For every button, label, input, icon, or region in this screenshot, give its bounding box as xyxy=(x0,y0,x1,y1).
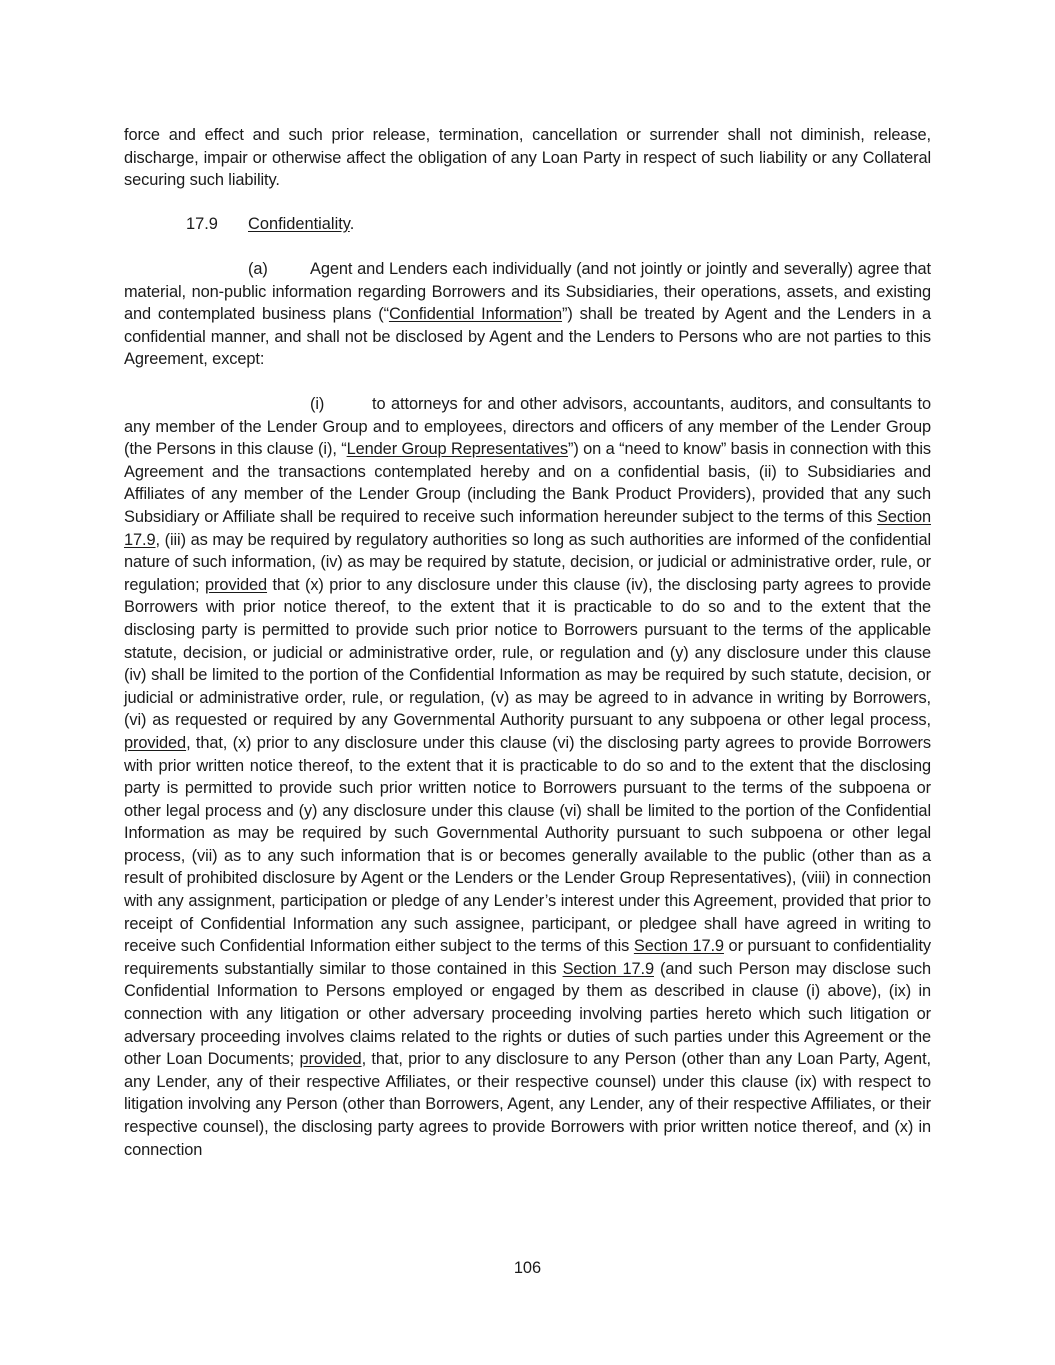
para-i-text: , that, (x) prior to any disclosure under this clause (vi) the disclosing party agrees to provide Borrowers with prior written notice thereof, to the extent that it is practicable to do so and to the extent that the disclosing party is permitted to provide such prior written notice to Borrowers pursuant to the terms of the subpoena or other legal process and (y) any disclosure under this clause (vi) shall be limited to the portion of the Confidential Information as may be required by such Governmental Authority pursuant to such subpoena or other legal process, (vii) as to any such information that is or becomes generally available to the public (other than as a result of prohibited disclosure by Agent or the Lenders or the Lender Group Representatives), (viii) in connection with any assignment, participation or pledge of any Lender’s interest under this Agreement, provided that prior to receipt of Confidential Information any such assignee, participant, or pledgee shall have agreed in writing to receive such Confidential Information either subject to the terms of this xyxy=(124,733,931,956)
section-title-suffix: . xyxy=(349,215,355,233)
defined-term-lender-group-representatives: Lender Group Representatives xyxy=(346,440,568,459)
section-reference: Section 17.9 xyxy=(562,959,654,978)
section-heading xyxy=(186,213,354,236)
proviso-term: provided xyxy=(204,575,268,594)
section-reference: Section 17.9 xyxy=(124,507,931,549)
section-title: Confidentiality xyxy=(248,215,350,233)
para-i-text: to attorneys for and other advisors, accountants, auditors, and consultants to any member of the Lender Group and to employees, directors and officers of any member of the Lender Group (the Persons in this clause (i), “ xyxy=(124,395,931,459)
clause-marker-a: (a) xyxy=(248,260,268,278)
defined-term-confidential-information: Confidential Information xyxy=(388,305,563,324)
clause-marker-i: (i) xyxy=(310,395,325,413)
paragraph-continuation: force and effect and such prior release, termination, cancellation or surrender shall not diminish, release, discharge, impair or otherwise affect the obligation of any Loan Party in respect of such liability or any Collateral securing such liability. xyxy=(124,126,931,190)
para-i-text: ”) on a “need to know” basis in connection with this Agreement and the transactions contemplated hereby and on a confidential basis, (ii) to Subsidiaries and Affiliates of any member of the Lender Group (including the Bank Product Providers), provided that any such Subsidiary or Affiliate shall be required to receive such information hereunder subject to the terms of this xyxy=(124,440,932,526)
proviso-term: provided xyxy=(124,733,187,752)
para-i-text: , (iii) as may be required by regulatory authorities so long as such authorities are informed of the confidential nature of such information, (iv) as may be required by statute, decision, or judicial or administrative order, rule, or regulation; xyxy=(124,530,931,594)
page-number: 106 xyxy=(513,1259,542,1277)
section-number: 17.9 xyxy=(186,215,218,233)
para-i-text: that (x) prior to any disclosure under this clause (iv), the disclosing party agrees to provide Borrowers with prior notice thereof, to the extent that it is practicable to do so and to the extent that the disclosing party is permitted to provide such prior notice to Borrowers pursuant to the terms of the applicable statute, decision, or judicial or administrative order, rule, or regulation and (y) any disclosure under this clause (iv) shall be limited to the portion of the Confidential Information as may be required by such statute, decision, or judicial or administrative order, rule, or regulation, (v) as may be agreed to in advance in writing by Borrowers, (vi) as requested or required by any Governmental Authority pursuant to any subpoena or other legal process, xyxy=(124,575,931,730)
paragraph-i xyxy=(124,393,931,1161)
para-a-text-1: Agent and Lenders each individually (and not jointly or jointly and severally) agree that material, non-public information regarding Borrowers and its Subsidiaries, their operations, assets, and existing and contemplated business plans (“ xyxy=(124,260,931,324)
para-a-text-2: ”) shall be treated by Agent and the Lenders in a confidential manner, and shall not be disclosed by Agent and the Lenders to Persons who are not parties to this Agreement, except: xyxy=(124,305,931,369)
proviso-term: provided xyxy=(299,1050,362,1069)
section-reference: Section 17.9 xyxy=(633,937,724,956)
para-i-text: (and such Person may disclose such Confidential Information to Persons employed or engaged by them as described in clause (i) above), (ix) in connection with any litigation or other adversary proceeding involving parties hereto which such litigation or adversary proceeding involves claims related to the rights or duties of such parties under this Agreement or the other Loan Documents; xyxy=(124,959,931,1069)
para-i-text: , that, prior to any disclosure to any Person (other than any Loan Party, Agent, any Lender, any of their respective Affiliates, or their respective counsel) under this clause (ix) with respect to litigation involving any Person (other than Borrowers, Agent, any Lender, any of their respective Affiliates, or their respective counsel), the disclosing party agrees to provide Borrowers with prior written notice thereof, and (x) in connection xyxy=(124,1050,931,1159)
para-i-text: or pursuant to confidentiality requirements substantially similar to those contained in this xyxy=(124,937,931,978)
paragraph-a xyxy=(124,258,931,371)
